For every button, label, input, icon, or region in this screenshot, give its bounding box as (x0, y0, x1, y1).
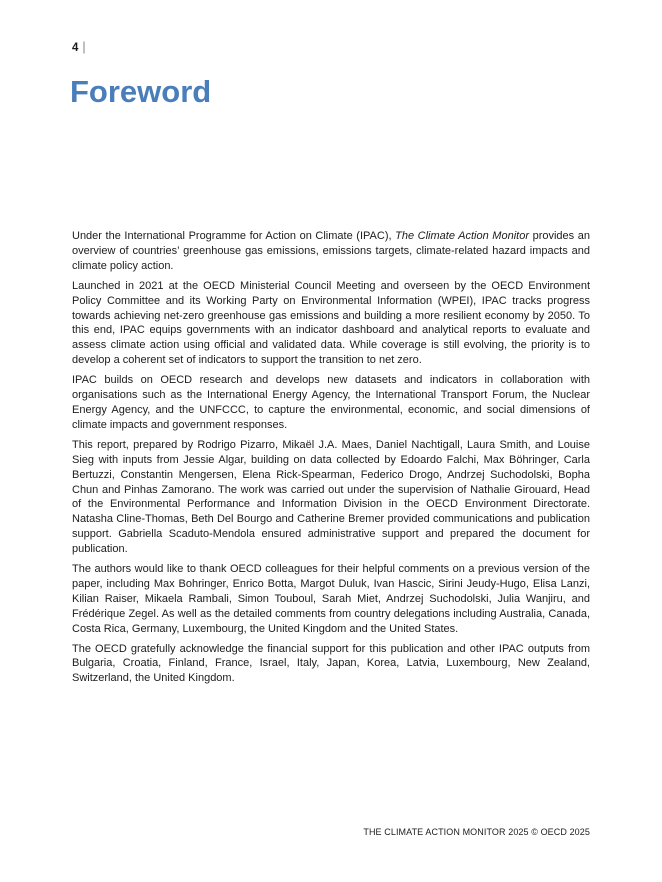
page-footer: THE CLIMATE ACTION MONITOR 2025 © OECD 2025 (363, 827, 590, 837)
page-number: 4 (72, 42, 79, 54)
text-run: This report, prepared by Rodrigo Pizarro, Mikaël J.A. Maes, Daniel Nachtigall, Laura Smith, and Louise Sieg with inputs from Jessie Algar, building on data collected by Edoardo Falchi, Max Böhringer, Carla Bertuzzi, Constantin Mengersen, Elena Rick-Spearman, Federico Drogo, Andrzej Suchodolski, Bopha Chun and Pinhas Zamorano. The work was carried out under the supervision of Nathalie Girouard, Head of the Environmental Performance and Information Division in the OECD Environment Directorate. Natasha Cline-Thomas, Beth Del Bourgo and Catherine Bremer provided communications and publication support. Gabriella Scaduto-Mendola ensured administrative support and prepared the document for publication. (72, 438, 590, 556)
text-run: Launched in 2021 at the OECD Ministerial Council Meeting and overseen by the OECD Environment Policy Committee and its Working Party on Environmental Information (WPEI), IPAC tracks progress towards achieving net-zero greenhouse gas emissions and building a more resilient economy by 2050. To this end, IPAC equips governments with an indicator dashboard and analytical reports to evaluate and assess climate action using official and validated data. While coverage is still evolving, the priority is to develop a coherent set of indicators to support the transition to net zero. (72, 279, 590, 367)
text-run: IPAC builds on OECD research and develops new datasets and indicators in collaboration with organisations such as the International Energy Agency, the International Transport Forum, the Nuclear Energy Agency, and the UNFCCC, to capture the environmental, economic, and social dimensions of climate impacts and government responses. (72, 374, 590, 431)
text-run: provides an overview of countries’ greenhouse gas emissions, emissions targets, climate-related hazard impacts and climate policy action. (72, 230, 590, 272)
italic-text-run: The Climate Action Monitor (395, 230, 529, 242)
text-run: The OECD gratefully acknowledge the financial support for this publication and other IPAC outputs from Bulgaria, Croatia, Finland, France, Israel, Italy, Japan, Korea, Latvia, Luxembourg, New Zealand, Switzerland, the United Kingdom. (72, 642, 590, 685)
paragraph (72, 279, 590, 368)
paragraph (72, 438, 590, 557)
page-header (72, 40, 86, 54)
page-number-separator: | (82, 40, 86, 54)
paragraph (72, 229, 590, 274)
page-title: Foreword (70, 74, 212, 109)
paragraph (72, 562, 590, 637)
text-run: The authors would like to thank OECD colleagues for their helpful comments on a previous version of the paper, including Max Bohringer, Enrico Botta, Margot Duluk, Ivan Hascic, Sirini Jeudy-Hugo, Elisa Lanzi, Kilian Raiser, Mikaela Rambali, Simon Touboul, Sarah Miet, Andrzej Suchodolski, Julia Wanjiru, and Frédérique Zegel. As well as the detailed comments from country delegations including Australia, Canada, Costa Rica, Germany, Luxembourg, the United Kingdom and the United States. (72, 563, 590, 635)
paragraph (72, 642, 590, 687)
text-run: Under the International Programme for Action on Climate (IPAC), (72, 230, 396, 242)
body-paragraphs (72, 229, 590, 691)
paragraph (72, 373, 590, 433)
